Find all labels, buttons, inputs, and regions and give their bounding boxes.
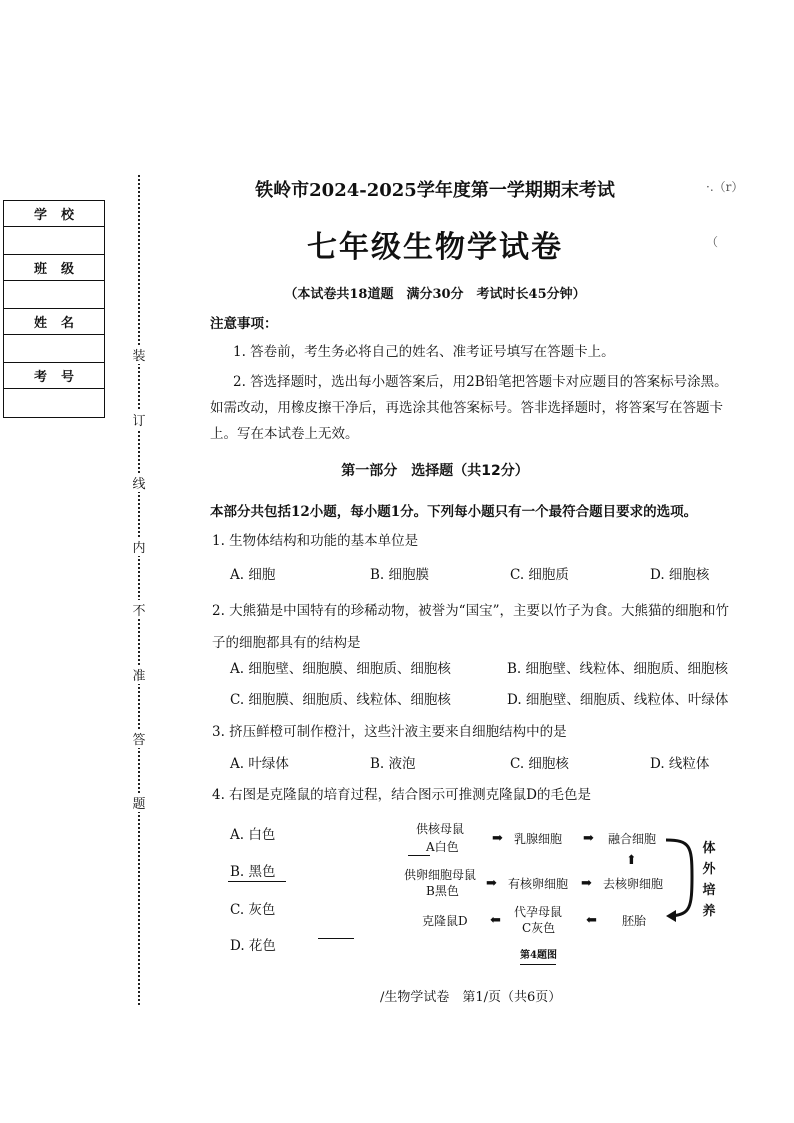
in-vitro-label: 体外培养 [702,841,716,919]
arrow-right-icon: ➡ [583,831,594,846]
binding-char: 装 [132,345,146,364]
notice-title: 注意事项： [210,316,278,332]
option[interactable]: C. 细胞核 [510,756,569,772]
school-label: 学校 [4,201,104,227]
section-description: 本部分共包括12小题，每小题1分。下列每小题只有一个最符合题目要求的选项。 [210,504,698,520]
option[interactable]: C. 灰色 [230,902,276,918]
option[interactable]: B. 细胞膜 [370,567,430,583]
option[interactable]: A. 白色 [230,827,276,843]
option[interactable]: B. 细胞壁、线粒体、细胞质、细胞核 [507,661,729,677]
diagram-caption: 第4题图 [520,950,557,961]
option[interactable]: A. 叶绿体 [230,756,289,772]
binding-line [138,175,140,1005]
binding-char: 线 [132,473,146,492]
school-field[interactable] [4,227,104,255]
class-field[interactable] [4,281,104,309]
margin-mark: ·.（r） [706,180,744,194]
arrow-left-icon: ⬅ [490,913,501,928]
enucleated-egg: 去核卵细胞 [603,877,664,891]
answer-underline [228,881,286,882]
fused-cell: 融合细胞 [608,832,657,846]
binding-char: 内 [132,537,146,556]
donor-b-label: 供卵细胞母鼠 [404,868,477,882]
name-label: 姓名 [4,309,104,335]
section-title: 第一部分 选择题（共12分） [341,463,529,479]
clone-d: 克隆鼠D [422,914,468,928]
surrogate-color: C灰色 [522,921,556,935]
donor-b-color: B黑色 [426,884,459,898]
name-field[interactable] [4,335,104,363]
binding-char: 不 [132,600,146,619]
option[interactable]: B. 液泡 [370,756,416,772]
arrow-left-icon: ⬅ [586,913,597,928]
question-stem: 4. 右图是克隆鼠的培育过程，结合图示可推测克隆鼠D的毛色是 [212,787,591,803]
stray-mark [408,855,430,856]
question-stem: 3. 挤压鲜橙可制作橙汁，这些汁液主要来自细胞结构中的是 [212,724,567,740]
option[interactable]: D. 细胞壁、细胞质、线粒体、叶绿体 [507,692,729,708]
question-stem: 2. 大熊猫是中国特有的珍稀动物，被誉为“国宝”，主要以竹子为食。大熊猫的细胞和竹子的细胞都具有的结构是 [212,603,729,651]
arrow-right-icon: ➡ [581,876,592,891]
caption-underline [520,964,556,965]
notice-item: 2. 答选择题时，选出每小题答案后，用2B铅笔把答题卡对应题目的答案标号涂黑。如需改动，用橡皮擦干净后，再选涂其他答案标号。答非选择题时，将答案写在答题卡上。写在本试卷上无效。 [210,374,728,442]
binding-char: 题 [132,793,146,812]
binding-char: 答 [132,729,146,748]
donor-a-color: A白色 [426,840,459,854]
option[interactable]: B. 黑色 [230,864,276,880]
margin-mark: （ [706,235,719,249]
notice-item: 1. 答卷前，考生务必将自己的姓名、准考证号填写在答题卡上。 [233,344,615,360]
option[interactable]: D. 线粒体 [650,756,710,772]
exam-no-field[interactable] [4,389,104,417]
student-info-table [3,200,105,418]
arrow-right-icon: ➡ [492,831,503,846]
stray-mark [318,938,354,939]
option[interactable]: A. 细胞 [230,567,276,583]
option[interactable]: D. 细胞核 [650,567,710,583]
culture-bracket-arrow-icon [662,826,702,926]
class-label: 班级 [4,255,104,281]
embryo: 胚胎 [622,914,647,928]
option[interactable]: D. 花色 [230,938,276,954]
mammary-cell: 乳腺细胞 [514,832,563,846]
arrow-up-icon: ⬆ [626,853,637,868]
exam-no-label: 考号 [4,363,104,389]
nucleated-egg: 有核卵细胞 [508,877,569,891]
arrow-right-icon: ➡ [486,876,497,891]
binding-char: 准 [132,665,146,684]
donor-a-label: 供核母鼠 [416,822,465,836]
cloning-diagram [400,818,740,968]
option[interactable]: A. 细胞壁、细胞膜、细胞质、细胞核 [230,661,451,677]
paper-title: 七年级生物学试卷 [307,230,563,265]
option[interactable]: C. 细胞膜、细胞质、线粒体、细胞核 [230,692,451,708]
binding-char: 订 [132,410,146,429]
exam-title: 铁岭市2024-2025学年度第一学期期末考试 [255,180,615,201]
page-footer: /生物学试卷 第1/页（共6页） [380,990,562,1005]
question-stem: 1. 生物体结构和功能的基本单位是 [212,533,419,549]
surrogate-label: 代孕母鼠 [514,905,563,919]
paper-info: （本试卷共18道题 满分30分 考试时长45分钟） [284,287,586,302]
option[interactable]: C. 细胞质 [510,567,569,583]
